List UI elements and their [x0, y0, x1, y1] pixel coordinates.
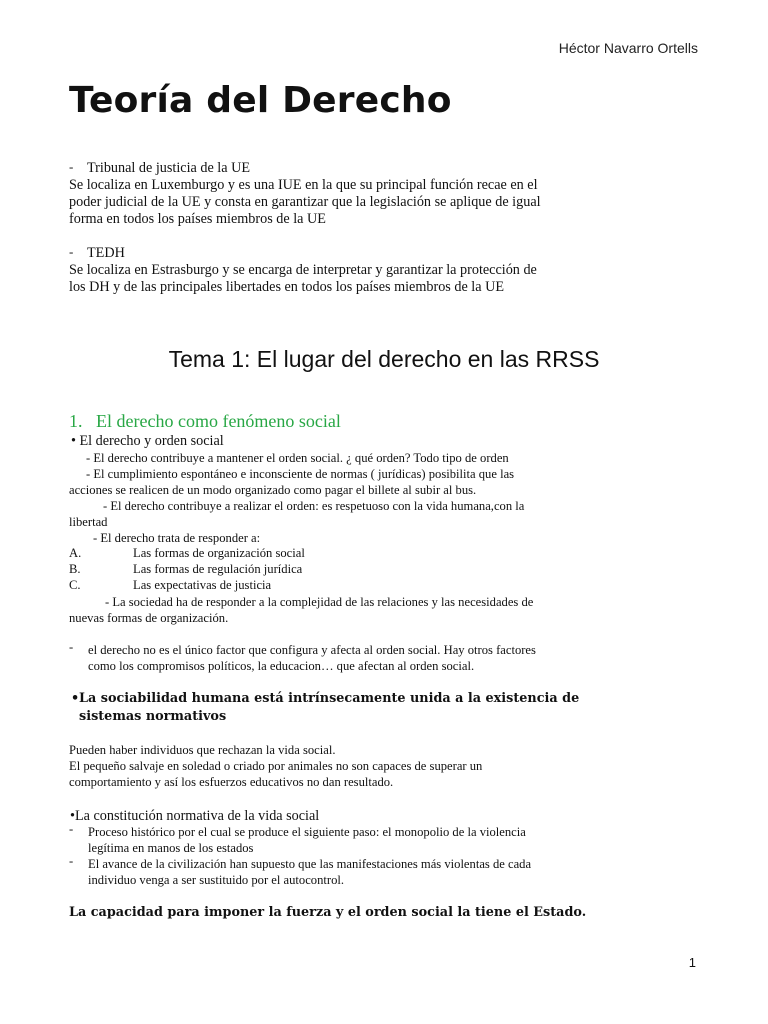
dash-1: - [69, 822, 74, 836]
author-name: Héctor Navarro Ortells [558, 40, 698, 56]
line-6b: como los compromisos políticos, la educacion… que afectan al orden social. [88, 659, 475, 673]
paragraph-line-2: El pequeño salvaje en soledad o criado por animales no son capaces de superar un [69, 759, 483, 773]
page-number: 1 [688, 955, 696, 970]
paragraph-line-1: Pueden haber individuos que rechazan la vida social. [69, 743, 336, 757]
dash-1a: Proceso histórico por el cual se produce el siguiente paso: el monopolio de la violencia [88, 825, 526, 839]
line-3a: - El derecho contribuye a realizar el orden: es respetuoso con la vida humana,con la [103, 499, 525, 513]
tema-heading: Tema 1: El lugar del derecho en las RRSS [168, 346, 600, 372]
tedh-heading: TEDH [87, 245, 125, 261]
list-label: B. [69, 562, 81, 576]
bold-line-a: La sociabilidad humana está intrínsecamente unida a la existencia de [79, 691, 580, 706]
dash-1b: legítima en manos de los estados [88, 841, 254, 855]
tj-line-2: poder judicial de la UE y consta en garantizar que la legislación se aplique de igual [69, 194, 541, 210]
line-2a: - El cumplimiento espontáneo e inconsciente de normas ( jurídicas) posibilita que las [86, 467, 515, 481]
dash-2a: El avance de la civilización han supuesto que las manifestaciones más violentas de cada [88, 857, 532, 871]
bold-bullet: • [71, 691, 80, 706]
line-6a: el derecho no es el único factor que configura y afecta al orden social. Hay otros factores [88, 643, 536, 657]
bullet-derecho-orden-social: • El derecho y orden social [71, 433, 224, 449]
final-statement: La capacidad para imponer la fuerza y el orden social la tiene el Estado. [69, 905, 587, 920]
tedh-line-1: Se localiza en Estrasburgo y se encarga de interpretar y garantizar la protección de [69, 262, 537, 278]
list-label: A. [69, 546, 82, 560]
line-4: - El derecho trata de responder a: [93, 531, 261, 545]
list-text: Las formas de regulación jurídica [133, 562, 303, 576]
bullet-constitucion-normativa: •La constitución normativa de la vida social [70, 808, 320, 824]
tj-line-1: Se localiza en Luxemburgo y es una IUE en la que su principal función recae en el [69, 177, 538, 193]
section-heading: El derecho como fenómeno social [96, 411, 341, 431]
tedh-dash: - [69, 244, 74, 259]
paragraph-line-3: comportamiento y así los esfuerzos educativos no dan resultado. [69, 775, 394, 789]
bold-line-b: sistemas normativos [79, 709, 227, 724]
list-text: Las expectativas de justicia [133, 578, 272, 592]
tj-dash: - [69, 159, 74, 174]
section-number: 1. [69, 411, 83, 431]
list-label: C. [69, 578, 81, 592]
document-title: Teoría del Derecho [69, 80, 452, 121]
line-5a: - La sociedad ha de responder a la complejidad de las relaciones y las necesidades de [105, 595, 534, 609]
line-3b: libertad [69, 515, 108, 529]
list-item-a [69, 546, 305, 561]
tj-line-3: forma en todos los países miembros de la UE [69, 211, 326, 227]
list-text: Las formas de organización social [133, 546, 305, 560]
line-6-dash: - [69, 640, 74, 654]
tj-heading: Tribunal de justicia de la UE [87, 160, 250, 176]
tedh-line-2: los DH y de las principales libertades en todos los países miembros de la UE [69, 279, 504, 295]
list-item-c [69, 578, 271, 593]
list-item-b [69, 562, 302, 577]
dash-2b: individuo venga a ser sustituido por el autocontrol. [88, 873, 345, 887]
line-2b: acciones se realicen de un modo organizado como pagar el billete al subir al bus. [69, 483, 477, 497]
line-5b: nuevas formas de organización. [69, 611, 229, 625]
line-1: - El derecho contribuye a mantener el orden social. ¿ qué orden? Todo tipo de orden [86, 451, 509, 465]
dash-2: - [69, 854, 74, 868]
